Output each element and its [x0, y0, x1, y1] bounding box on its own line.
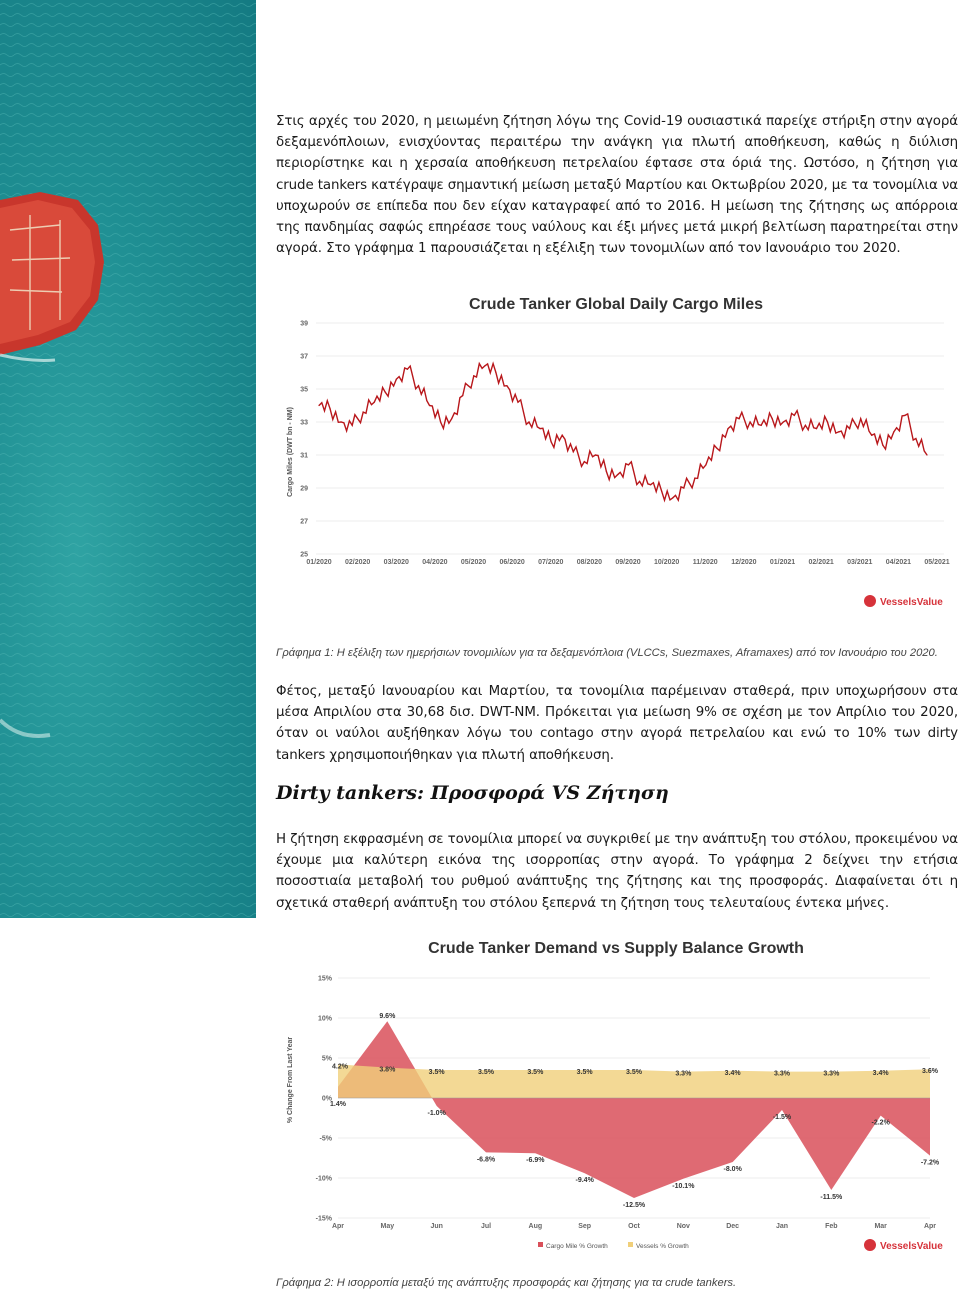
chart1-gridlines	[316, 323, 944, 554]
vessels-data-label: 3.6%	[922, 1068, 938, 1076]
cargo-miles-line	[319, 364, 927, 501]
y-tick-label: 29	[300, 485, 308, 493]
data-point	[926, 454, 927, 455]
data-point	[595, 454, 596, 455]
cargo-data-label: -9.4%	[575, 1177, 594, 1185]
data-point	[716, 448, 717, 449]
y-tick-label: 37	[300, 353, 308, 361]
data-point	[871, 435, 872, 436]
y-tick-label: 39	[300, 320, 308, 328]
vessels-data-label: 3.5%	[428, 1069, 445, 1076]
data-point	[551, 441, 552, 442]
x-tick-label: 04/2020	[422, 559, 448, 566]
x-tick-label: Sep	[578, 1223, 592, 1230]
data-point	[827, 421, 828, 422]
intro-paragraph: Στις αρχές του 2020, η μειωμένη ζήτηση λόγω της Covid-19 ουσιαστικά παρείχε στήριξη στην αγορά δεξαμενόπλοιων, ενισχύοντας περαιτέρω την ανάγκη για πλωτή αποθήκευση, καθώς η διύλιση περιορίστηκε και η χερσαία αποθήκευση πετρελαίου έφτασε στα όριά της. Ωστόσο, η ζήτηση για crude tankers κατέγραψε σημαντική μείωση μεταξύ Μαρτίου και Οκτωβρίου 2020, με τα τονομίλια να υποχωρούν σε επίπεδα που δεν είχαν καταγραφεί από το 2016. Η μείωση της ζήτησης ως απόρροια της πανδημίας σαφώς επηρέασε τους ναύλους και έξι μήνες μετά μικρή βελτίωση παρατηρείται στην αγορά. Στο γράφημα 1 παρουσιάζεται η εξέλιξη των τονομιλίων από τον Ιανουάριο του 2020.	[276, 114, 958, 257]
cargo-data-label: -11.5%	[820, 1194, 843, 1201]
data-point	[672, 497, 673, 498]
vessels-data-label: 3.5%	[576, 1069, 593, 1076]
x-tick-label: 02/2020	[344, 559, 371, 566]
x-tick-label: 12/2020	[731, 559, 757, 566]
data-point	[506, 385, 507, 386]
x-tick-label: Jan	[775, 1223, 789, 1230]
x-tick-label: Nov	[676, 1223, 690, 1230]
demand-supply-chart-svg	[276, 930, 958, 1260]
vessels-data-label: 3.5%	[527, 1069, 544, 1076]
y-tick-label: 33	[300, 419, 308, 427]
chart1-title: Crude Tanker Global Daily Cargo Miles	[469, 296, 763, 313]
data-point	[838, 431, 839, 432]
data-point	[573, 451, 574, 452]
vessels-data-label: 3.3%	[823, 1070, 840, 1078]
data-point	[374, 402, 375, 403]
vessels-data-label: 3.5%	[478, 1069, 494, 1076]
data-point	[915, 438, 916, 439]
x-tick-label: 04/2021	[885, 559, 912, 566]
data-point	[584, 461, 585, 462]
tanker-ship-icon	[0, 0, 256, 918]
cargo-data-label: -2.2%	[871, 1119, 890, 1127]
tanker-aerial-photo	[0, 0, 256, 918]
legend-swatch-vessels	[628, 1242, 633, 1247]
body-paragraph-2: Φέτος, μεταξύ Ιανουαρίου και Μαρτίου, τα τονομίλια παρέμειναν σταθερά, πριν υποχωρήσουν στα μέσα Απριλίου στα 30,68 δισ. DWT-NM. Πρόκειται για μείωση 9% σε σχέση με τον Απρίλιο του 2020, όταν οι ναύλοι αυξήθηκαν λόγω του contago στην αγορά πετρελαίου και ενώ το 10% των dirty tankers χρησιμοποιήθηκαν για πλωτή αποθήκευση.	[276, 684, 958, 763]
vessels-data-label: 4.2%	[332, 1063, 348, 1071]
y-tick-label: -10%	[315, 1175, 332, 1183]
cargo-data-label: -12.5%	[622, 1202, 646, 1209]
data-point	[893, 431, 894, 432]
legend-label-vessels: Vessels % Growth	[636, 1243, 689, 1250]
x-tick-label: Apr	[331, 1223, 345, 1230]
chart1-caption: Γράφημα 1: Η εξέλιξη των ημερήσιων τονομιλίων για τα δεξαμενόπλοια (VLCCs, Suezmaxes, Aframaxes) από τον Ιανουάριο του 2020.	[276, 647, 938, 659]
x-tick-label: Apr	[923, 1223, 937, 1230]
data-point	[750, 421, 751, 422]
x-tick-label: Oct	[628, 1223, 640, 1230]
data-point	[849, 428, 850, 429]
data-point	[473, 375, 474, 376]
y-tick-label: -5%	[319, 1135, 332, 1143]
data-point	[329, 408, 330, 409]
data-point	[738, 418, 739, 419]
y-tick-label: 35	[300, 386, 308, 394]
chart1-x-ticks	[306, 559, 949, 566]
vesselsvalue-logo	[864, 595, 943, 608]
section-heading: Dirty tankers: Προσφορά VS Ζήτηση	[276, 782, 669, 804]
data-point	[440, 421, 441, 422]
y-tick-label: -15%	[315, 1215, 332, 1223]
legend-swatch-cargo	[538, 1242, 543, 1247]
vesselsvalue-logo-text: VesselsValue	[880, 1241, 943, 1252]
data-point	[617, 474, 618, 475]
cargo-data-label: -1.0%	[427, 1110, 446, 1117]
data-point	[816, 428, 817, 429]
data-point	[418, 385, 419, 386]
cargo-miles-line-chart	[276, 286, 958, 616]
data-point	[661, 491, 662, 492]
data-point	[606, 471, 607, 472]
x-tick-label: May	[380, 1223, 395, 1230]
data-point	[495, 372, 496, 373]
cargo-data-label: -8.0%	[723, 1166, 742, 1173]
x-tick-label: 07/2020	[538, 559, 564, 566]
x-tick-label: Aug	[528, 1223, 543, 1230]
data-point	[396, 379, 397, 380]
data-point	[528, 421, 529, 422]
chart2-x-ticks	[332, 1223, 936, 1230]
data-point	[484, 365, 485, 366]
data-point	[462, 395, 463, 396]
vessels-data-label: 3.5%	[626, 1069, 642, 1076]
data-point	[882, 445, 883, 446]
data-point	[783, 421, 784, 422]
data-point	[539, 428, 540, 429]
data-point	[904, 415, 905, 416]
data-point	[772, 418, 773, 419]
vesselsvalue-logo-text: VesselsValue	[880, 597, 943, 608]
x-tick-label: Jul	[480, 1223, 492, 1230]
x-tick-label: 05/2021	[924, 559, 950, 566]
cargo-data-label: -6.9%	[526, 1157, 545, 1165]
x-tick-label: 06/2020	[499, 559, 525, 566]
x-tick-label: 01/2020	[306, 559, 332, 566]
vessels-data-label: 3.3%	[774, 1070, 790, 1078]
y-tick-label: 31	[300, 452, 308, 460]
body-paragraph-3: Η ζήτηση εκφρασμένη σε τονομίλια μπορεί να συγκριθεί με την ανάπτυξη του στόλου, προκειμένου να έχουμε μια καλύτερη εικόνα της ισορροπίας στην αγορά. Το γράφημα 2 δείχνει την ετήσια ποσοστιαία μεταβολή του ρυθμού ανάπτυξης της ζήτησης και της προσφοράς. Διαφαίνεται ότι η σχετικά σταθερή ανάπτυξη του στόλου ξεπερνά τη ζήτηση τους τελευταίους έντεκα μήνες.	[276, 832, 958, 911]
data-point	[562, 435, 563, 436]
vessels-data-label: 3.8%	[379, 1066, 396, 1074]
x-tick-label: 01/2021	[769, 559, 796, 566]
cargo-data-label: 1.4%	[330, 1101, 346, 1108]
x-tick-label: 05/2020	[460, 559, 487, 566]
demand-supply-area-chart	[276, 930, 958, 1260]
data-point	[385, 392, 386, 393]
data-point	[517, 402, 518, 403]
y-tick-label: 15%	[317, 975, 332, 983]
data-point	[860, 418, 861, 419]
x-tick-label: Mar	[874, 1223, 887, 1230]
y-tick-label: 10%	[317, 1015, 332, 1023]
cargo-data-label: -10.1%	[672, 1182, 695, 1190]
data-point	[318, 405, 319, 406]
chart2-title: Crude Tanker Demand vs Supply Balance Growth	[428, 940, 804, 957]
x-tick-label: Dec	[726, 1223, 740, 1230]
vesselsvalue-logo	[864, 1239, 943, 1252]
chart2-caption: Γράφημα 2: Η ισορροπία μεταξύ της ανάπτυξης προσφοράς και ζήτησης για τα crude tankers.	[276, 1277, 737, 1289]
data-point	[363, 412, 364, 413]
data-point	[639, 481, 640, 482]
x-tick-label: Feb	[825, 1223, 838, 1230]
data-point	[341, 421, 342, 422]
x-tick-label: 09/2020	[615, 559, 641, 566]
legend-label-cargo: Cargo Mile % Growth	[546, 1243, 608, 1250]
y-tick-label: 25	[300, 551, 308, 559]
x-tick-label: 11/2020	[692, 559, 718, 566]
cargo-data-label: 9.6%	[379, 1013, 396, 1021]
x-tick-label: Jun	[430, 1223, 443, 1230]
chart1-series	[318, 364, 927, 501]
x-tick-label: 08/2020	[576, 559, 603, 566]
data-point	[694, 478, 695, 479]
y-tick-label: 0%	[321, 1095, 332, 1103]
data-point	[407, 369, 408, 370]
y-tick-label: 27	[300, 518, 308, 526]
chart1-y-ticks	[300, 321, 308, 559]
chart1-y-axis-label: Cargo Miles (DWT bn - NM)	[287, 407, 294, 497]
data-point	[761, 425, 762, 426]
data-point	[705, 464, 706, 465]
data-point	[429, 405, 430, 406]
cargo-data-label: -1.5%	[772, 1114, 792, 1121]
vessels-data-label: 3.4%	[724, 1069, 741, 1077]
chart2-y-ticks	[316, 976, 333, 1223]
vessels-data-label: 3.4%	[872, 1069, 889, 1077]
data-point	[352, 425, 353, 426]
data-point	[794, 415, 795, 416]
vessels-data-label: 3.3%	[675, 1070, 692, 1078]
data-point	[805, 425, 806, 426]
x-tick-label: 10/2020	[653, 559, 680, 566]
chart2-legend	[538, 1242, 689, 1250]
data-point	[727, 428, 728, 429]
cargo-data-label: -6.8%	[476, 1156, 496, 1164]
data-point	[683, 487, 684, 488]
y-tick-label: 5%	[321, 1055, 332, 1063]
cargo-data-label: -7.2%	[920, 1159, 940, 1167]
x-tick-label: 03/2020	[383, 559, 409, 566]
x-tick-label: 03/2021	[847, 559, 873, 566]
data-point	[628, 464, 629, 465]
chart2-y-axis-label: % Change From Last Year	[287, 1036, 294, 1124]
cargo-miles-chart-svg	[276, 286, 958, 616]
data-point	[451, 418, 452, 419]
x-tick-label: 02/2021	[808, 559, 834, 566]
data-point	[650, 484, 651, 485]
